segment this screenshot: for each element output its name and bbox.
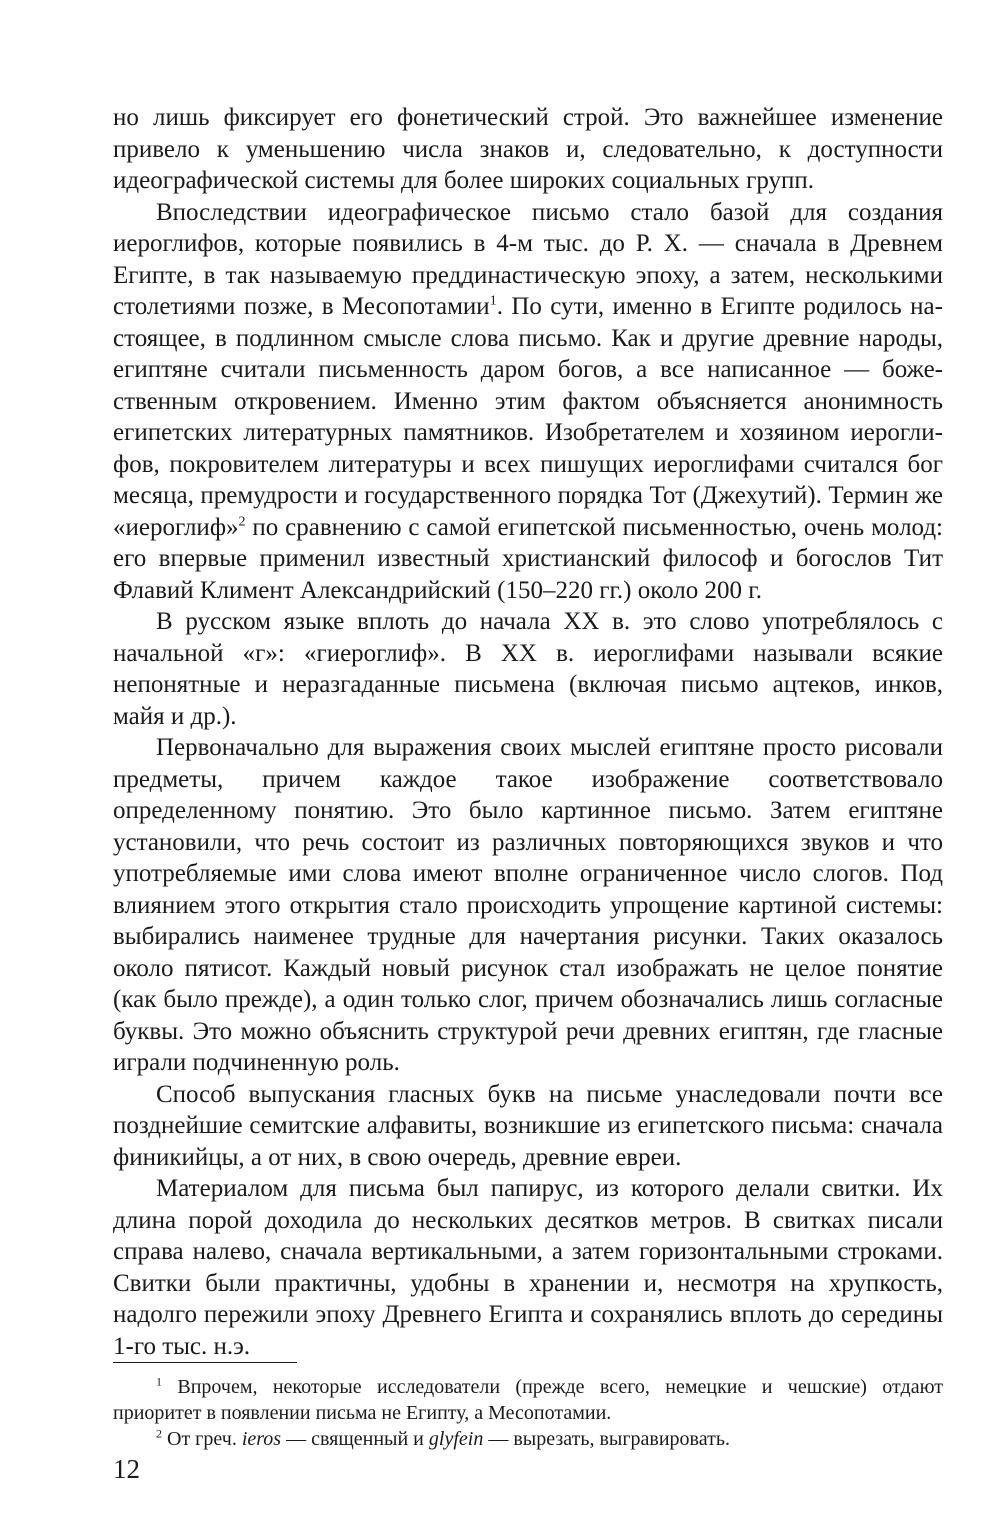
paragraph-3	[113, 606, 943, 732]
paragraph-4-text: Первоначально для выражения своих мыслей египтяне просто рисовали предметы, причем каждое такое изображение соответствовало определенному понятию. Это было картинное письмо. Затем египтяне установили, что речь состоит из различных повторяющихся звуков и что употребляемые ими слова имеют вполне ограниченное число слогов. Под влиянием этого открытия стало происходить упрощение картиной системы: выбирались наименее трудные для начертания рисунки. Таких оказалось около пятисот. Каждый новый рисунок стал изображать не целое понятие (как было прежде), а один только слог, причем обозначались лишь согласные буквы. Это можно объяснить структурой речи древних египтян, где гласные играли подчиненную роль.	[113, 734, 943, 1076]
footnote-ref-2: 2	[238, 514, 246, 530]
paragraph-3-text: В русском языке вплоть до начала XX в. это слово употреблялось с начальной «г»: «гиероглиф». В XX в. иероглифами называли всякие непонятные и неразгаданные письмена (включая письмо ацтеков, инков, майя и др.).	[113, 608, 943, 730]
paragraph-2-text-a: Впоследствии идеографическое письмо стало базой для создания иероглифов, которые появились в 4-м тыс. до Р. Х. — сначала в Древнем Египте, в так называемую преддинастическую эпоху, а затем, несколькими столетиями позже, в Месопотамии	[113, 198, 943, 320]
page-number: 12	[113, 1454, 140, 1484]
footnote-ref-1: 1	[489, 293, 497, 309]
footnote-2-post: — вырезать, выгравировать.	[483, 1428, 730, 1450]
footnote-1-text: Впрочем, некоторые исследователи (прежде всего, немецкие и чешские) отдают приоритет в появлении письма не Египту, а Месопотамии.	[113, 1376, 943, 1424]
footnote-2	[113, 1426, 943, 1452]
footnote-2-term-glyfein: glyfein	[428, 1428, 484, 1450]
paragraph-5-text: Способ выпускания гласных букв на письме унаследовали почти все позднейшие семитские алфавиты, возникшие из египетского письма: сначала финикийцы, а от них, в свою очередь, древние евреи.	[113, 1080, 943, 1171]
footnote-1-marker: 1	[156, 1374, 162, 1389]
footnote-divider	[113, 1362, 297, 1363]
footnote-1	[113, 1374, 943, 1426]
paragraph-1-text: но лишь фиксирует его фонетический строй. Это важнейшее изменение привело к уменьшению числа знаков и, следовательно, к доступности идеографической системы для более широких социальных групп.	[113, 104, 943, 194]
paragraph-2-text-c: по сравнению с самой египетской письменностью, очень молод: его впервые применил известный христианский философ и богослов Тит Флавий Климент Александрийский (150–220 гг.) около 200 г.	[113, 513, 943, 604]
paragraph-4	[113, 732, 943, 1079]
paragraph-1	[113, 102, 943, 197]
paragraph-6-text: Материалом для письма был папирус, из которого делали свитки. Их длина порой доходила до нескольких десятков метров. В свитках писали справа налево, сначала вертикальными, а затем горизонтальными строками. Свитки были практичны, удобны в хранении и, несмотря на хрупкость, надолго пережили эпоху Древнего Египта и сохранялись вплоть до середины 1-го тыс. н.э.	[113, 1175, 943, 1360]
paragraph-5	[113, 1079, 943, 1174]
footnote-2-marker: 2	[156, 1426, 162, 1441]
paragraph-2-text-b: . По сути, именно в Египте родилось настоящее, в подлинном смысле слова письмо. Как и другие древние народы, египтяне считали письменность даром богов, а все написанное — божественным откровением. Именно этим фактом объясняется анонимность египетских литературных памятников. Изобретателем и хозяином иероглифов, покровителем литературы и всех пишущих иероглифами считался бог месяца, премудрости и государственного порядка Тот (Джехутий). Термин же «иероглиф»	[113, 293, 943, 541]
paragraph-6	[113, 1173, 943, 1362]
footnote-2-term-ieros: ieros	[241, 1428, 282, 1450]
footnotes	[113, 1374, 943, 1452]
footnote-2-pre: От греч.	[162, 1428, 242, 1450]
footnote-2-mid: — священный и	[281, 1428, 429, 1450]
main-text	[113, 102, 943, 1362]
paragraph-2	[113, 197, 943, 607]
